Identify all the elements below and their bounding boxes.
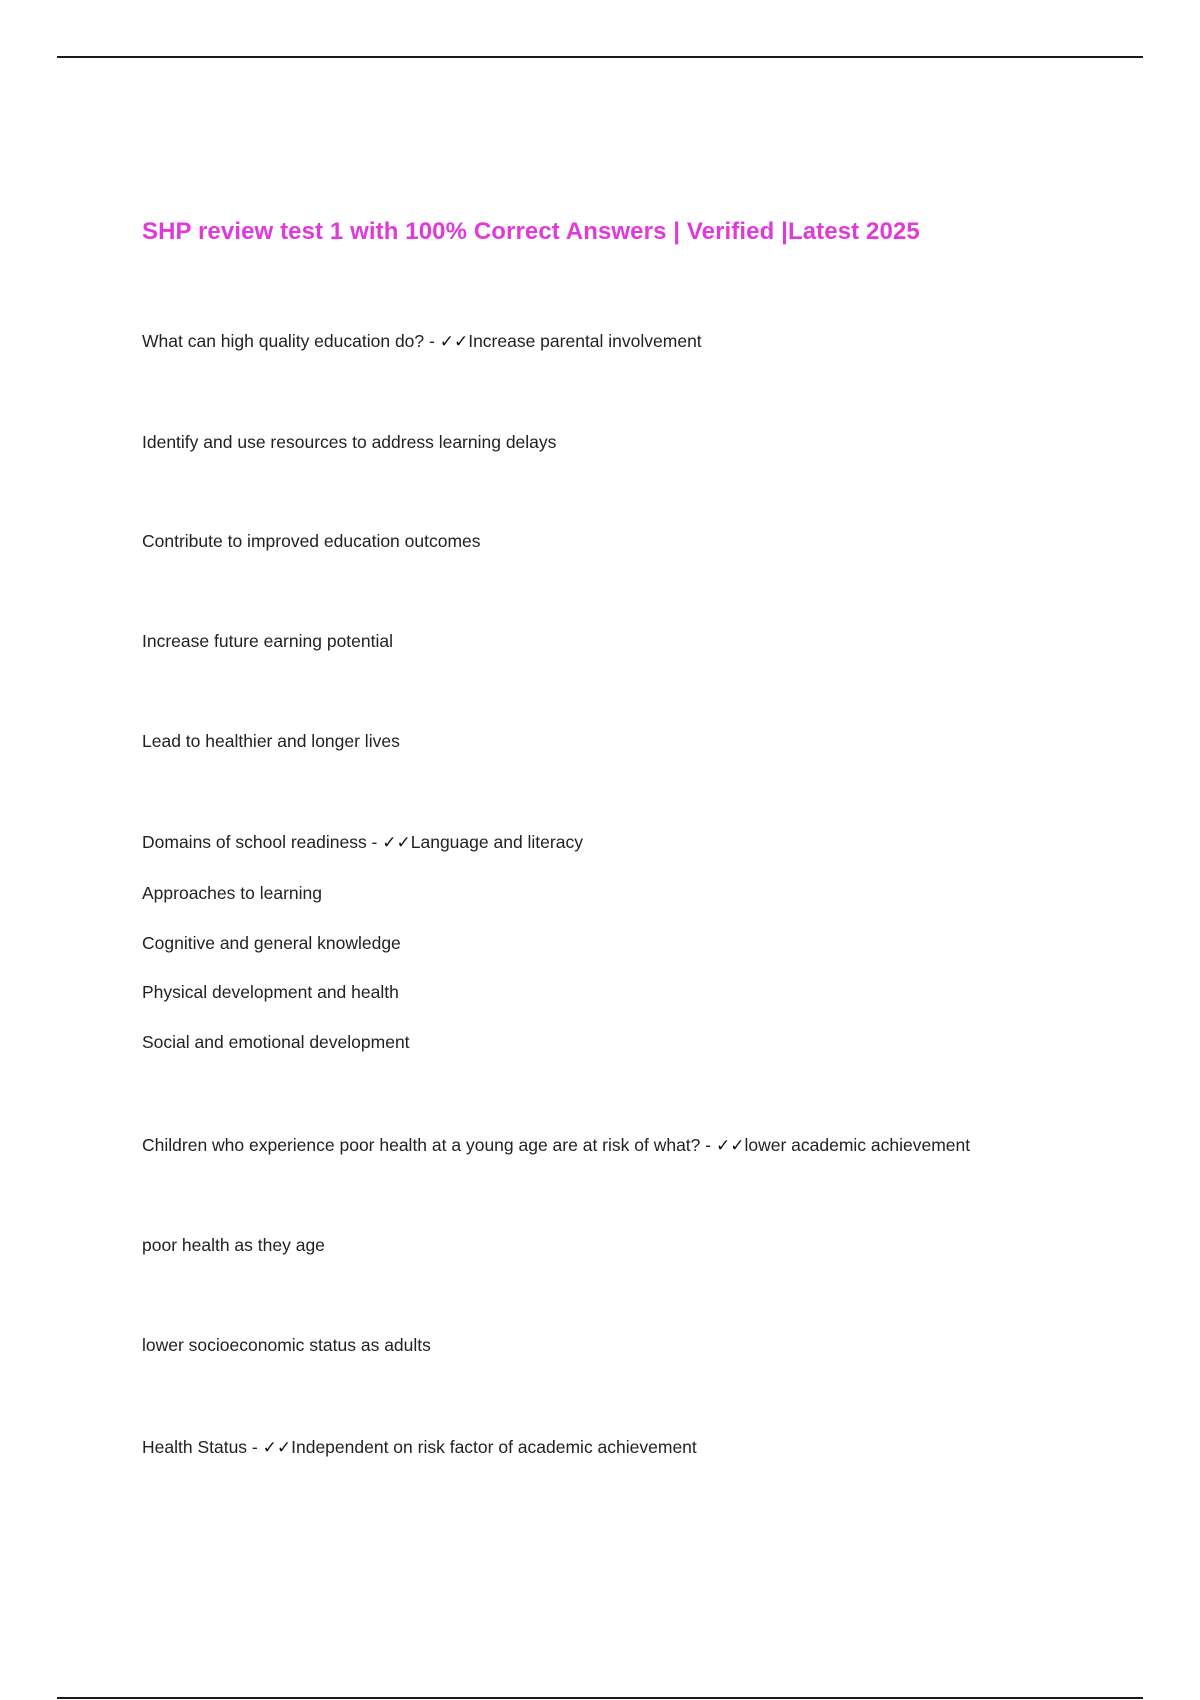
answer-line: lower socioeconomic status as adults [142, 1335, 431, 1355]
qa-question-line [142, 1134, 970, 1157]
checkmark-icon: ✓✓ [715, 1136, 745, 1156]
answer-text: lower academic achievement [744, 1135, 971, 1155]
qa-question-line [142, 1436, 697, 1459]
answer-line: Physical development and health [142, 982, 399, 1002]
qa-question-line [142, 330, 702, 353]
checkmark-icon: ✓✓ [262, 1438, 292, 1458]
answer-line: Increase future earning potential [142, 631, 393, 651]
answer-line: Identify and use resources to address learning delays [142, 432, 557, 452]
answer-line: Approaches to learning [142, 883, 322, 903]
answer-line: Contribute to improved education outcomes [142, 531, 481, 551]
answer-line: Cognitive and general knowledge [142, 933, 401, 953]
document-title: SHP review test 1 with 100% Correct Answers | Verified |Latest 2025 [142, 218, 920, 245]
answer-line: Social and emotional development [142, 1032, 410, 1052]
answer-text: Independent on risk factor of academic achievement [291, 1437, 697, 1457]
checkmark-icon: ✓✓ [382, 833, 411, 853]
answer-line: poor health as they age [142, 1235, 325, 1255]
top-rule [57, 56, 1143, 58]
question-text: Children who experience poor health at a young age are at risk of what? - [142, 1135, 716, 1155]
answer-line: Lead to healthier and longer lives [142, 731, 400, 751]
checkmark-icon: ✓✓ [439, 332, 469, 352]
answer-text: Increase parental involvement [468, 331, 702, 351]
question-text: Health Status - [142, 1437, 263, 1457]
bottom-rule [57, 1697, 1143, 1699]
qa-question-line [142, 831, 583, 854]
question-text: What can high quality education do? - [142, 331, 440, 351]
question-text: Domains of school readiness - [142, 832, 383, 852]
answer-text: Language and literacy [410, 832, 583, 852]
